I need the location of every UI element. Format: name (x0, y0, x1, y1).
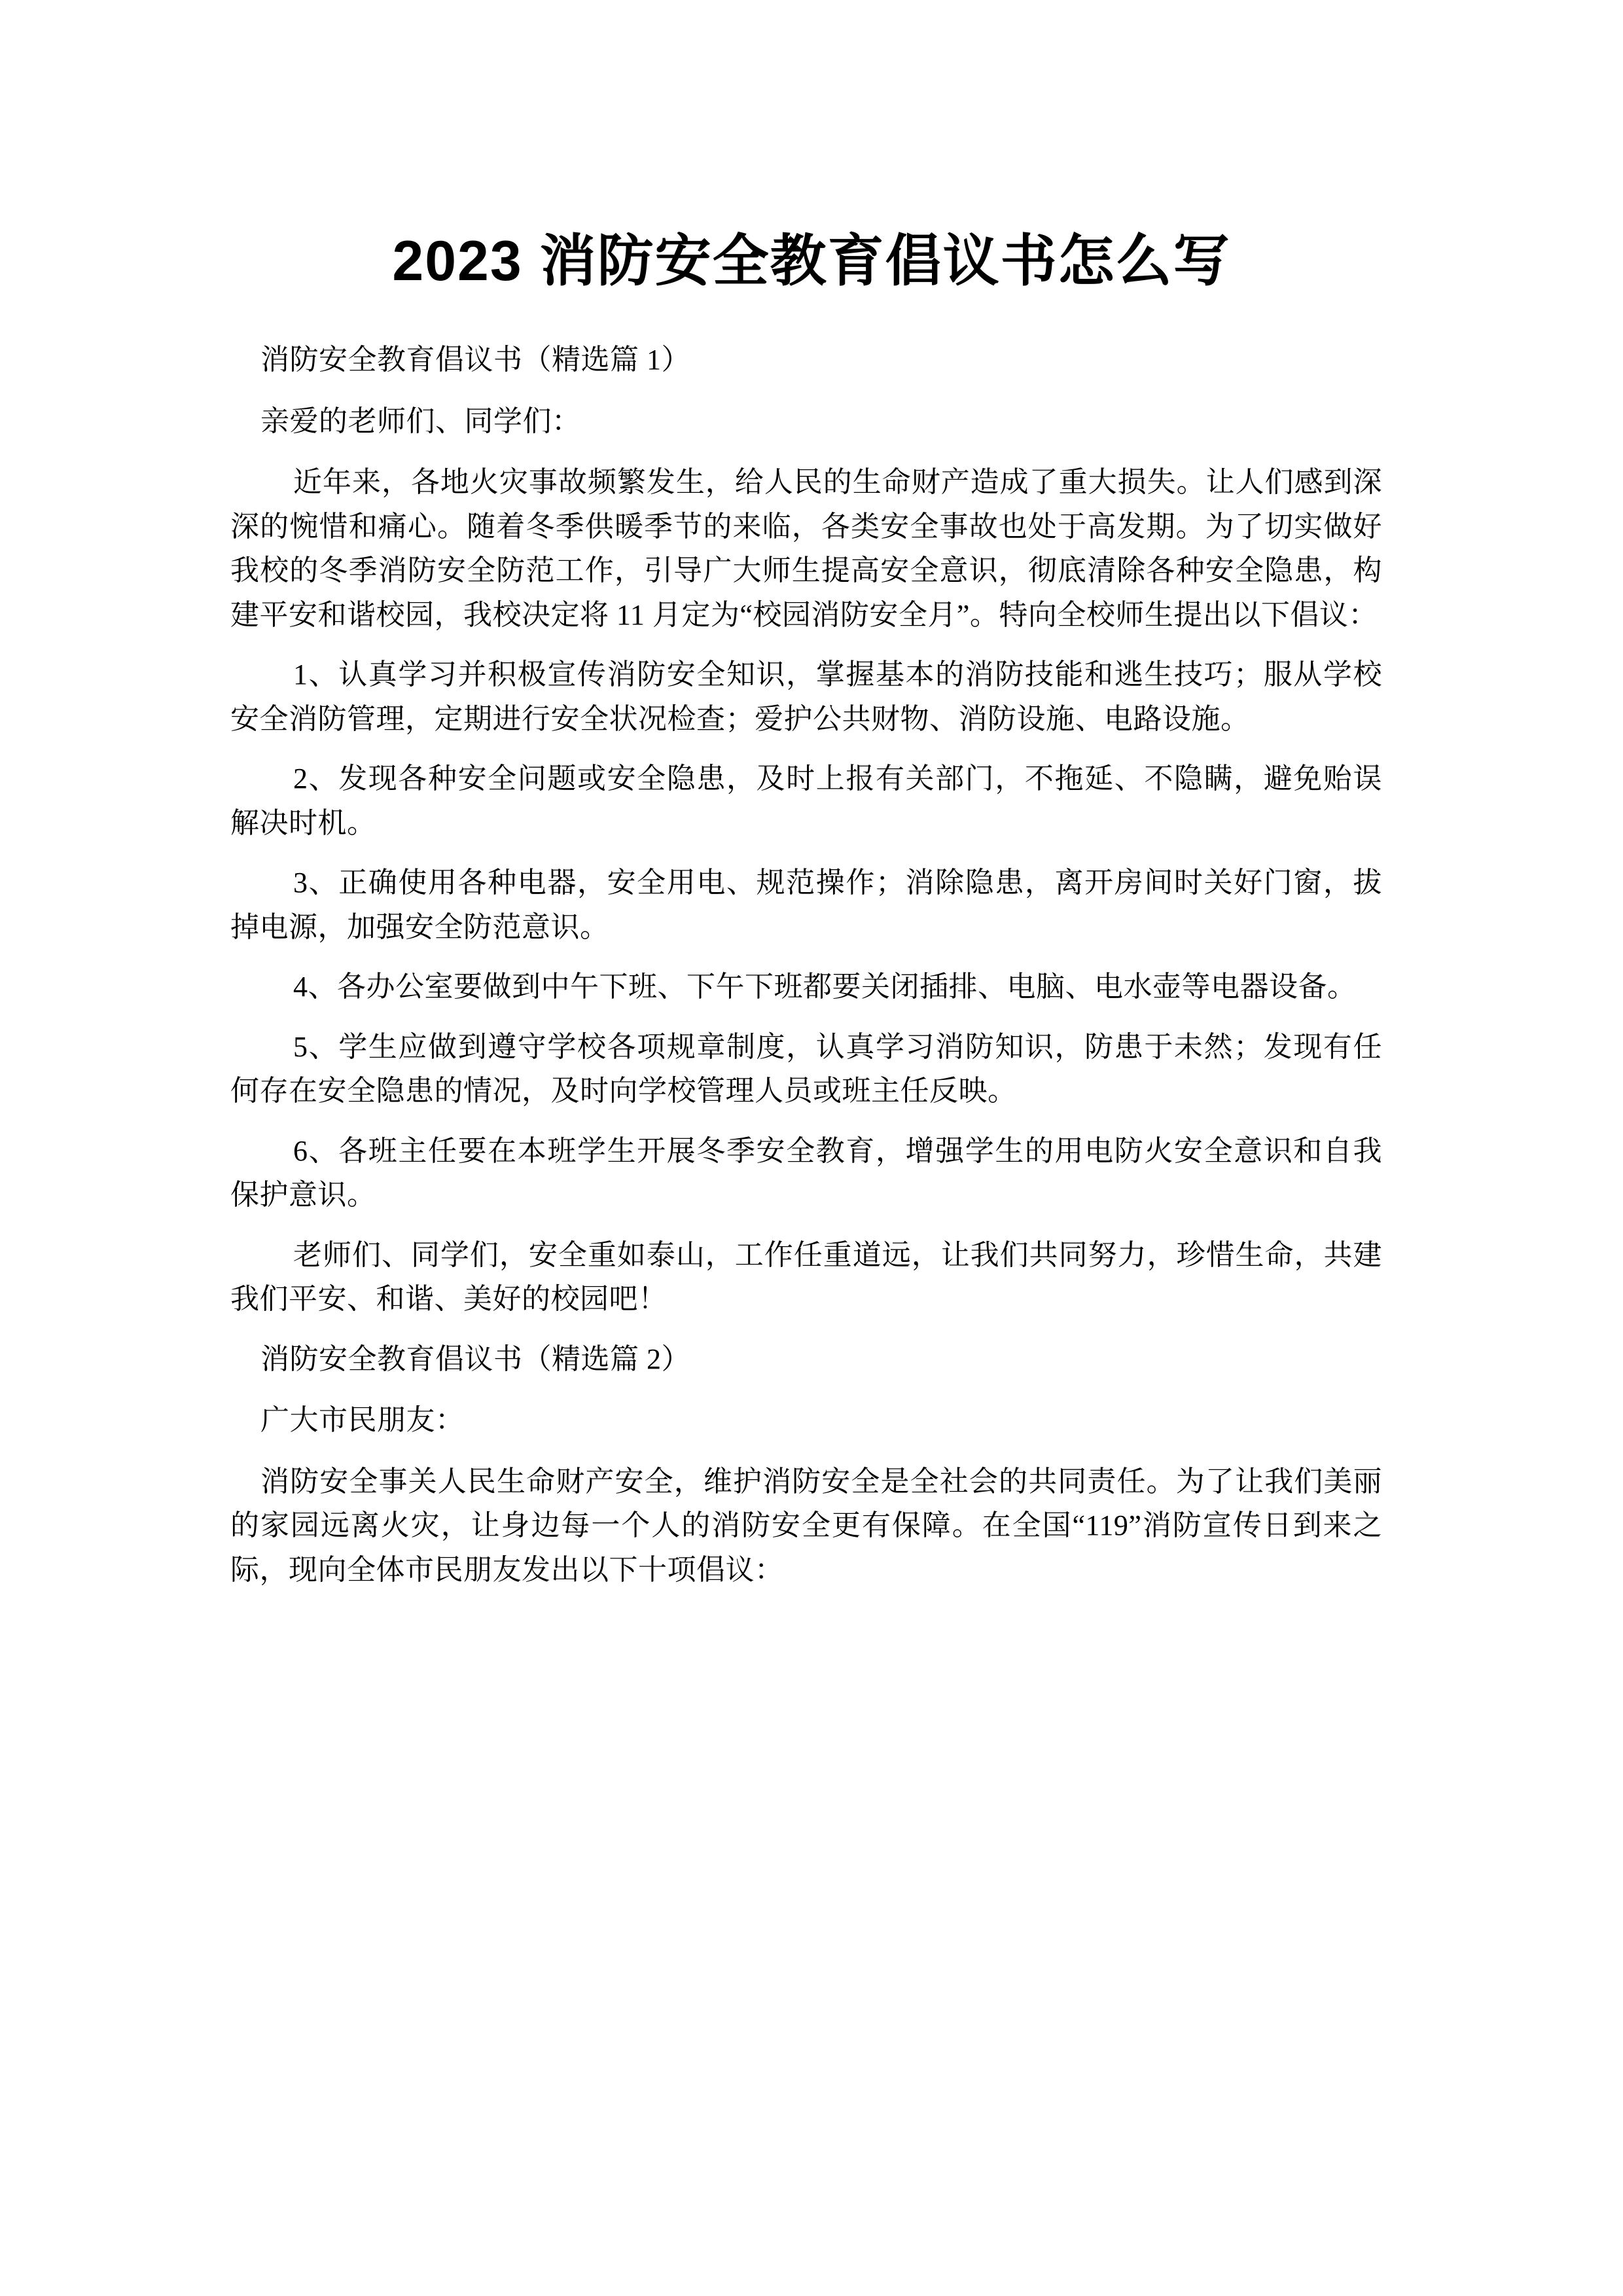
section-intro-2: 消防安全事关人民生命财产安全，维护消防安全是全社会的共同责任。为了让我们美丽的家园远离火灾，让身边每一个人的消防安全更有保障。在全国“119”消防宣传日到来之际，现向全体市民朋友发出以下十项倡议： (230, 1465, 1382, 1586)
list-item: 6、各班主任要在本班学生开展冬季安全教育，增强学生的用电防火安全意识和自我保护意识。 (230, 1134, 1382, 1211)
page-title: 2023 消防安全教育倡议书怎么写 (392, 229, 1231, 293)
list-item: 5、学生应做到遵守学校各项规章制度，认真学习消防知识，防患于未然；发现有任何存在安全隐患的情况，及时向学校管理人员或班主任反映。 (230, 1030, 1382, 1107)
section-intro-1: 近年来，各地火灾事故频繁发生，给人民的生命财产造成了重大损失。让人们感到深深的惋惜和痛心。随着冬季供暖季节的来临，各类安全事故也处于高发期。为了切实做好我校的冬季消防安全防范工作，引导广大师生提高安全意识，彻底清除各种安全隐患，构建平安和谐校园，我校决定将 11 月定为“校园消防安全月”。特向全校师生提出以下倡议： (230, 466, 1382, 631)
list-item: 4、各办公室要做到中午下班、下午下班都要关闭插排、电脑、电水壶等电器设备。 (293, 971, 1357, 1003)
section-closing-1: 老师们、同学们，安全重如泰山，工作任重道远，让我们共同努力，珍惜生命，共建我们平安、和谐、美好的校园吧！ (230, 1238, 1382, 1315)
list-item: 3、正确使用各种电器，安全用电、规范操作；消除隐患，离开房间时关好门窗，拔掉电源，加强安全防范意识。 (230, 867, 1382, 943)
section-caption-1: 消防安全教育倡议书（精选篇 1） (260, 344, 690, 376)
section-caption-2: 消防安全教育倡议书（精选篇 2） (260, 1342, 690, 1375)
document-body (230, 338, 1382, 1592)
section-salutation-2: 广大市民朋友： (260, 1404, 465, 1436)
list-item: 1、认真学习并积极宣传消防安全知识，掌握基本的消防技能和逃生技巧；服从学校安全消防管理，定期进行安全状况检查；爱护公共财物、消防设施、电路设施。 (230, 658, 1382, 735)
section-salutation-1: 亲爱的老师们、同学们： (260, 404, 581, 437)
list-item: 2、发现各种安全问题或安全隐患，及时上报有关部门，不拖延、不隐瞒，避免贻误解决时机。 (230, 762, 1382, 839)
